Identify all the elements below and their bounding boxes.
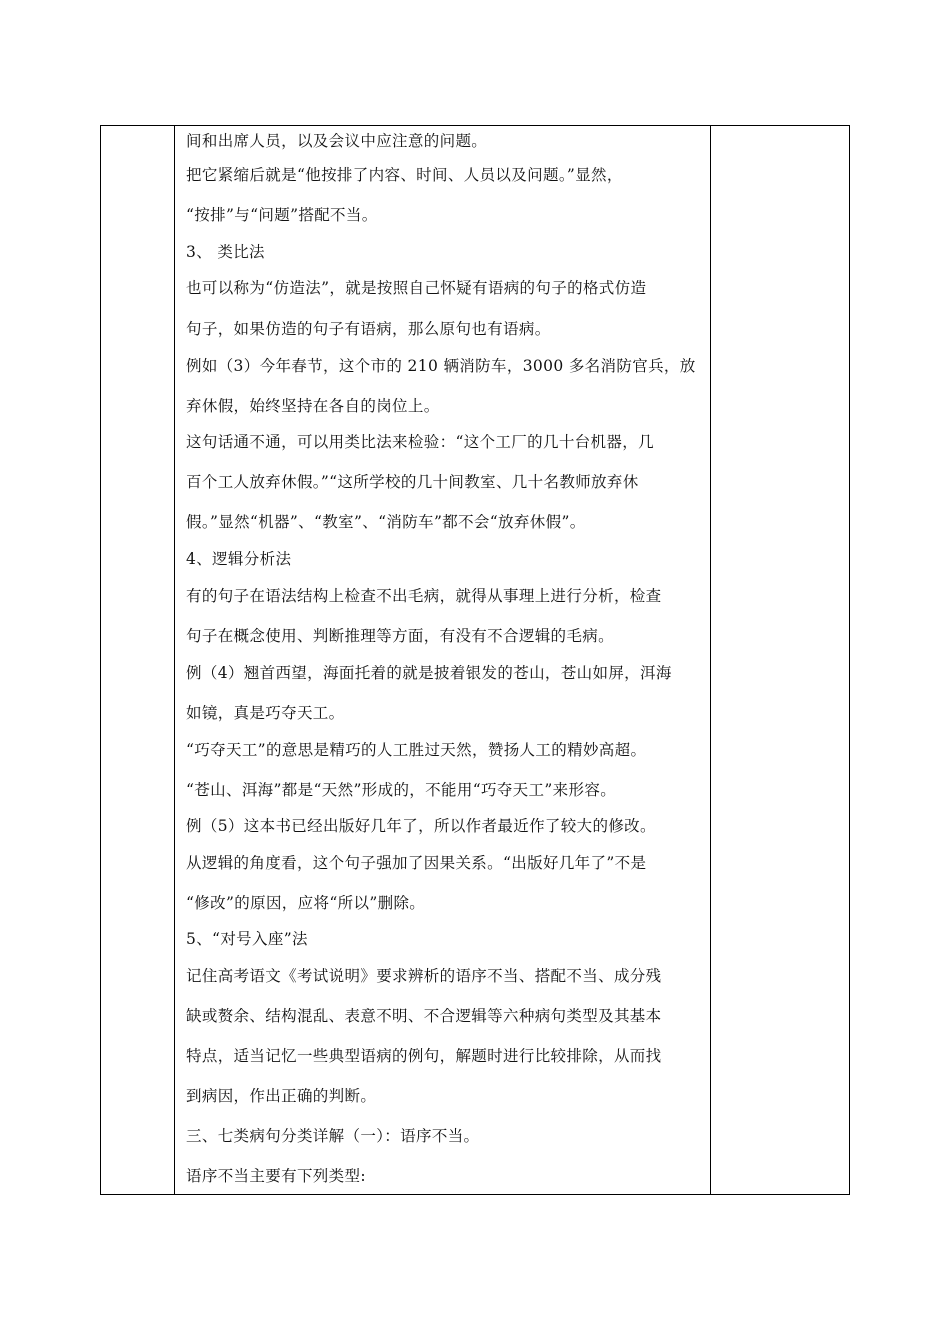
text-line: 例（5）这本书已经出版好几年了，所以作者最近作了较大的修改。 xyxy=(186,817,656,835)
text-line: 例（4）翘首西望，海面托着的就是披着银发的苍山，苍山如屏，洱海 xyxy=(186,664,672,682)
text-line: “苍山、洱海”都是“天然”形成的，不能用“巧夺天工”来形容。 xyxy=(186,781,617,799)
text-line: 间和出席人员，以及会议中应注意的问题。 xyxy=(186,132,488,150)
text-line: 也可以称为“仿造法”，就是按照自己怀疑有语病的句子的格式仿造 xyxy=(186,279,647,297)
section-heading: 4、逻辑分析法 xyxy=(186,550,292,568)
text-line: 如镜，真是巧夺天工。 xyxy=(186,704,345,722)
text-line: 语序不当主要有下列类型: xyxy=(186,1167,366,1185)
text-line: 把它紧缩后就是“他按排了内容、时间、人员以及问题。”显然， xyxy=(186,166,623,184)
text-line: 有的句子在语法结构上检查不出毛病，就得从事理上进行分析，检查 xyxy=(186,587,662,605)
text-line: 句子在概念使用、判断推理等方面，有没有不合逻辑的毛病。 xyxy=(186,627,614,645)
text-line: 到病因，作出正确的判断。 xyxy=(186,1087,377,1105)
text-line: 从逻辑的角度看，这个句子强加了因果关系。“出版好几年了”不是 xyxy=(186,854,647,872)
text-line: 句子，如果仿造的句子有语病，那么原句也有语病。 xyxy=(186,320,551,338)
text-line: 特点，适当记忆一些典型语病的例句，解题时进行比较排除，从而找 xyxy=(186,1047,662,1065)
text-line: “巧夺天工”的意思是精巧的人工胜过天然，赞扬人工的精妙高超。 xyxy=(186,741,647,759)
text-line: 缺或赘余、结构混乱、表意不明、不合逻辑等六种病句类型及其基本 xyxy=(186,1007,662,1025)
section-heading: 5、“对号入座”法 xyxy=(186,930,308,948)
text-line: 记住高考语文《考试说明》要求辨析的语序不当、搭配不当、成分残 xyxy=(186,967,662,985)
text-line: “按排”与“问题”搭配不当。 xyxy=(186,206,378,224)
text-line: “修改”的原因，应将“所以”删除。 xyxy=(186,894,426,912)
document-table xyxy=(100,125,850,1195)
column-divider-left xyxy=(174,126,175,1194)
section-heading: 3、 类比法 xyxy=(186,243,265,261)
left-blank-cell xyxy=(101,126,174,1194)
text-line: 例如（3）今年春节，这个市的 210 辆消防车，3000 多名消防官兵，放 xyxy=(186,357,696,375)
section-heading: 三、七类病句分类详解（一）：语序不当。 xyxy=(186,1127,480,1145)
text-line: 弃休假，始终坚持在各自的岗位上。 xyxy=(186,397,440,415)
text-line: 百个工人放弃休假。”“这所学校的几十间教室、几十名教师放弃休 xyxy=(186,473,639,491)
right-blank-cell xyxy=(711,126,849,1194)
text-line: 假。”显然“机器”、“教室”、“消防车”都不会“放弃休假”。 xyxy=(186,513,586,531)
text-line: 这句话通不通，可以用类比法来检验：“这个工厂的几十台机器，几 xyxy=(186,433,654,451)
